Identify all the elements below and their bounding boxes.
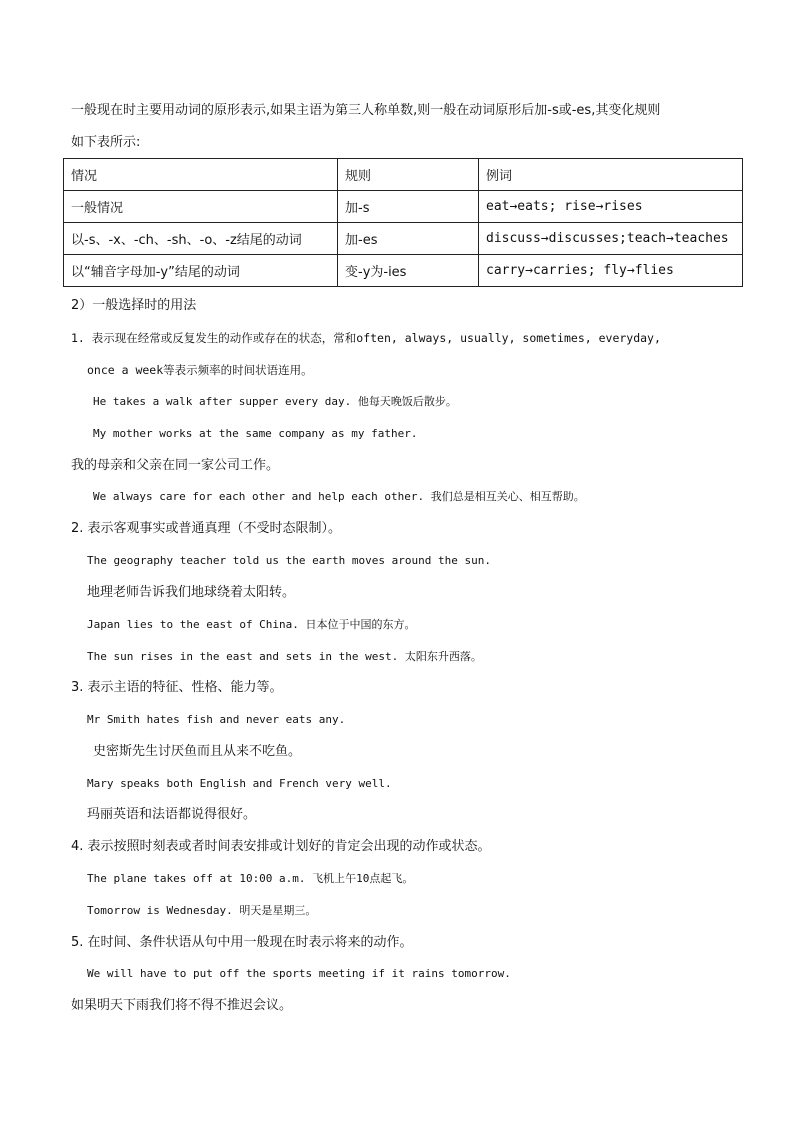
point-1-example-3: We always care for each other and help each other. 我们总是相互关心、相互帮助。 bbox=[93, 490, 585, 503]
point-2-example-3: The sun rises in the east and sets in the west. 太阳东升西落。 bbox=[87, 650, 482, 663]
point-2-example-1-translation: 地理老师告诉我们地球绕着太阳转。 bbox=[87, 585, 296, 600]
row-situation: 以“辅音字母加-y”结尾的动词 bbox=[64, 255, 338, 287]
point-3-example-2: Mary speaks both English and French very well. bbox=[87, 777, 392, 790]
row-example: carry→carries; fly→flies bbox=[479, 255, 743, 287]
table-row bbox=[64, 191, 743, 223]
table-row bbox=[64, 255, 743, 287]
point-4-example-1: The plane takes off at 10:00 a.m. 飞机上午10点起飞。 bbox=[87, 872, 414, 885]
intro-line-2: 如下表所示: bbox=[71, 135, 141, 150]
point-1-example-1: He takes a walk after supper every day. 他每天晚饭后散步。 bbox=[93, 395, 457, 408]
intro-line-1: 一般现在时主要用动词的原形表示,如果主语为第三人称单数,则一般在动词原形后加-s或-es,其变化规则 bbox=[71, 103, 661, 118]
point-5-example-1: We will have to put off the sports meeting if it rains tomorrow. bbox=[87, 967, 511, 980]
point-1-line-1: 1. 表示现在经常或反复发生的动作或存在的状态，常和often, always, usually, sometimes, everyday, bbox=[71, 331, 661, 345]
point-2-example-1: The geography teacher told us the earth moves around the sun. bbox=[87, 554, 491, 567]
point-3-example-2-translation: 玛丽英语和法语都说得很好。 bbox=[87, 807, 257, 822]
point-3-example-1-translation: 史密斯先生讨厌鱼而且从来不吃鱼。 bbox=[93, 744, 302, 759]
section-heading: 2）一般选择时的用法 bbox=[71, 298, 197, 313]
row-example: discuss→discusses;teach→teaches bbox=[479, 223, 743, 255]
point-5-example-1-translation: 如果明天下雨我们将不得不推迟会议。 bbox=[71, 998, 293, 1013]
row-situation: 一般情况 bbox=[64, 191, 338, 223]
point-2-title: 2. 表示客观事实或普通真理（不受时态限制）。 bbox=[71, 521, 342, 536]
point-1-line-2: once a week等表示频率的时间状语连用。 bbox=[87, 363, 313, 377]
header-situation: 情况 bbox=[64, 159, 338, 191]
point-1-example-2-translation: 我的母亲和父亲在同一家公司工作。 bbox=[71, 458, 280, 473]
table-header-row bbox=[64, 159, 743, 191]
row-situation: 以-s、-x、-ch、-sh、-o、-z结尾的动词 bbox=[64, 223, 338, 255]
conjugation-rules-table bbox=[63, 158, 743, 287]
row-example: eat→eats; rise→rises bbox=[479, 191, 743, 223]
point-4-title: 4. 表示按照时刻表或者时间表安排或计划好的肯定会出现的动作或状态。 bbox=[71, 839, 491, 854]
header-rule: 规则 bbox=[338, 159, 479, 191]
point-3-title: 3. 表示主语的特征、性格、能力等。 bbox=[71, 680, 283, 695]
row-rule: 变-y为-ies bbox=[338, 255, 479, 287]
point-1-example-2: My mother works at the same company as my father. bbox=[93, 427, 418, 440]
point-5-title: 5. 在时间、条件状语从句中用一般现在时表示将来的动作。 bbox=[71, 935, 413, 950]
header-example: 例词 bbox=[479, 159, 743, 191]
point-4-example-2: Tomorrow is Wednesday. 明天是星期三。 bbox=[87, 904, 317, 917]
row-rule: 加-es bbox=[338, 223, 479, 255]
table-row bbox=[64, 223, 743, 255]
row-rule: 加-s bbox=[338, 191, 479, 223]
point-2-example-2: Japan lies to the east of China. 日本位于中国的东方。 bbox=[87, 618, 416, 631]
point-3-example-1: Mr Smith hates fish and never eats any. bbox=[87, 713, 346, 726]
